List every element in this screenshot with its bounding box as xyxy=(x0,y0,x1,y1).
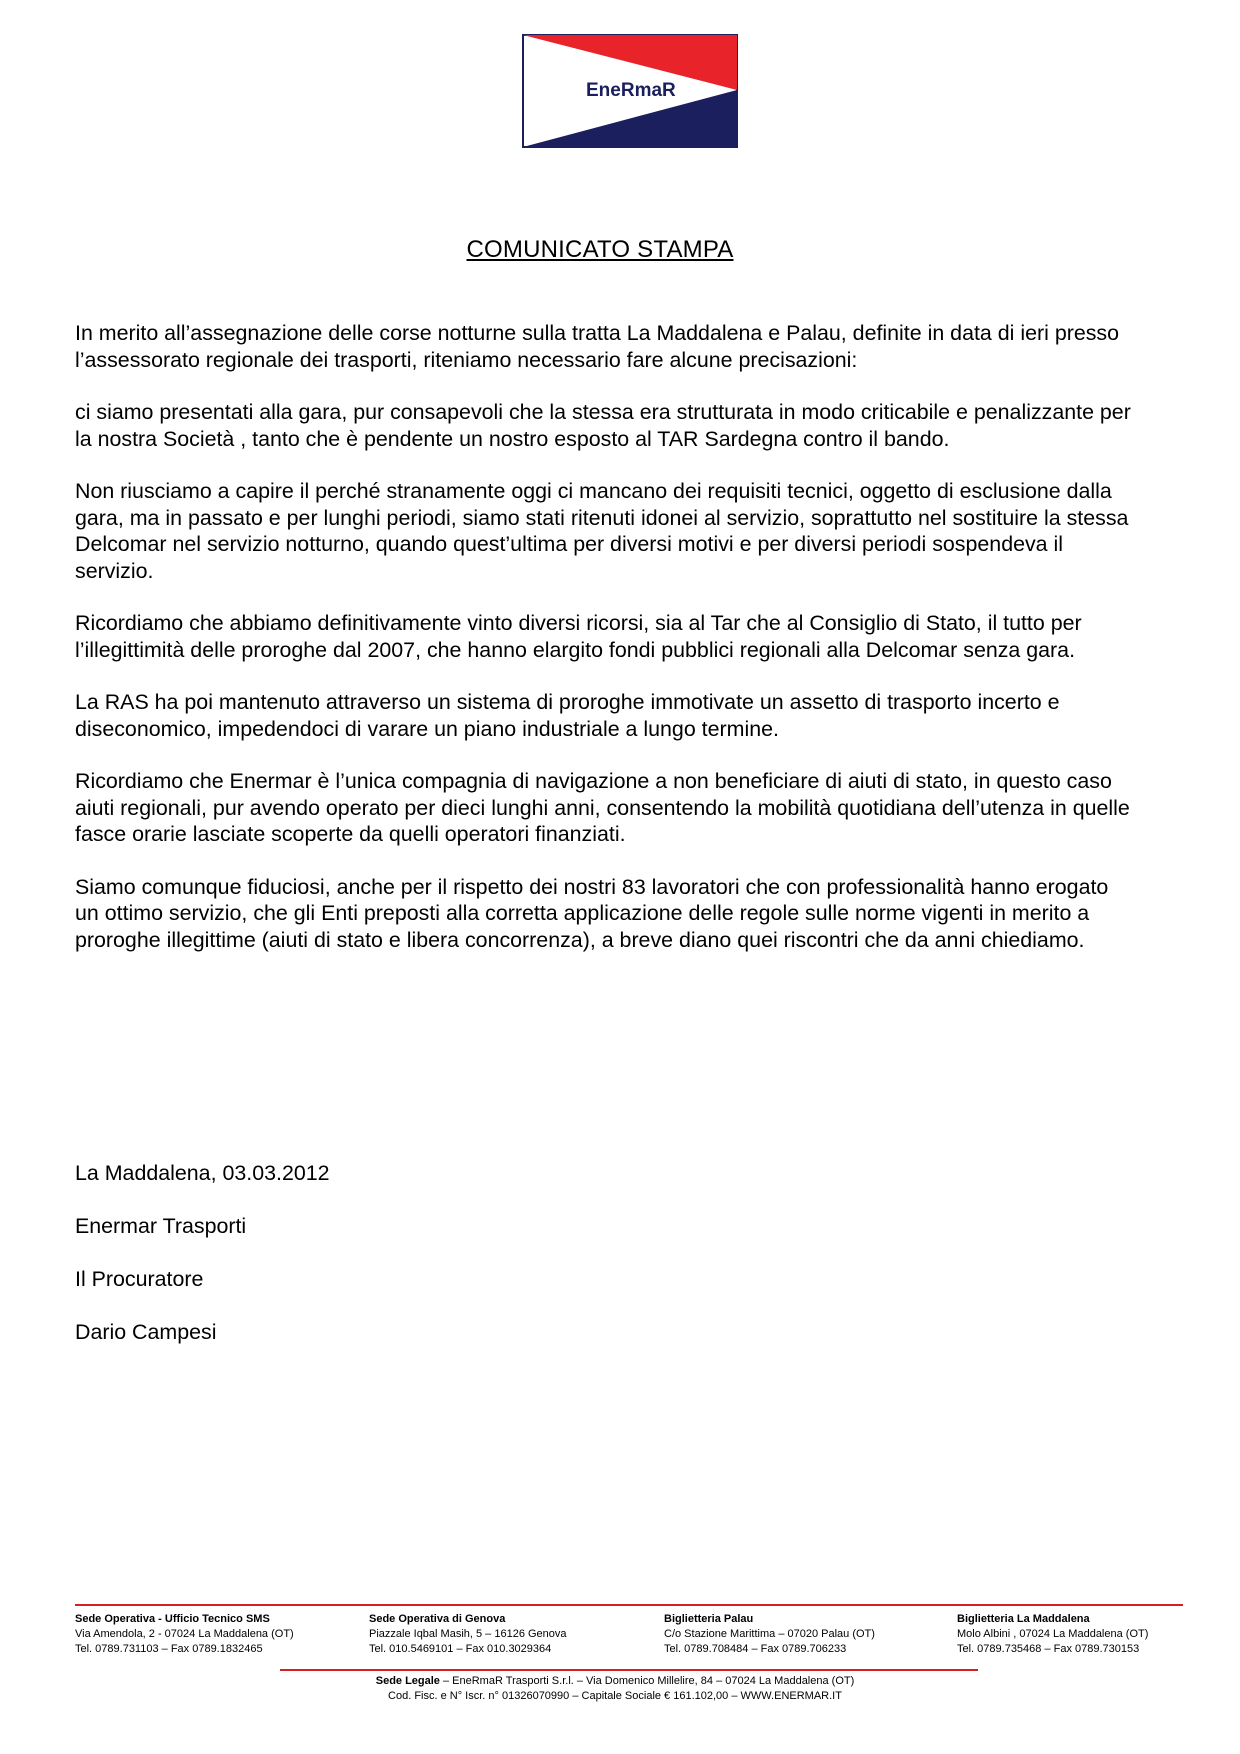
footer-office-genova xyxy=(369,1612,649,1657)
office-phone: Tel. 0789.735468 – Fax 0789.730153 xyxy=(957,1643,1140,1655)
logo-text: EneRmaR xyxy=(586,80,676,101)
office-title: Sede Operativa di Genova xyxy=(369,1613,506,1625)
office-title: Biglietteria Palau xyxy=(664,1613,754,1625)
office-phone: Tel. 0789.731103 – Fax 0789.1832465 xyxy=(75,1643,263,1655)
legal-line-2: Cod. Fisc. e N° Iscr. n° 01326070990 – Capitale Sociale € 161.102,00 – WWW.ENERMAR.IT xyxy=(388,1690,842,1702)
office-address: C/o Stazione Marittima – 07020 Palau (OT) xyxy=(664,1628,875,1640)
footer-office-operativa xyxy=(75,1612,355,1657)
company-logo xyxy=(522,34,738,148)
footer-office-palau xyxy=(664,1612,944,1657)
legal-line-1 xyxy=(0,1674,1230,1689)
paragraph: Non riusciamo a capire il perché stranamente oggi ci mancano dei requisiti tecnici, oggetto di esclusione dalla gara, ma in passato e per lunghi periodi, siamo stati ritenuti idonei al servizio, soprattutto nel sostituire la stessa Delcomar nel servizio notturno, quando quest’ultima per diversi motivi e per diversi periodi sospendeva il servizio. xyxy=(75,479,1129,583)
paragraph: Ricordiamo che abbiamo definitivamente vinto diversi ricorsi, sia al Tar che al Consiglio di Stato, il tutto per l’illegittimità delle proroghe dal 2007, che hanno elargito fondi pubblici regionali alla Delcomar senza gara. xyxy=(75,611,1082,662)
press-release-body xyxy=(75,320,1135,979)
paragraph: ci siamo presentati alla gara, pur consapevoli che la stessa era strutturata in modo criticabile e penalizzante per la nostra Società , tanto che è pendente un nostro esposto al TAR Sardegna contro il bando. xyxy=(75,400,1131,451)
office-phone: Tel. 010.5469101 – Fax 010.3029364 xyxy=(369,1643,552,1655)
signatory-company: Enermar Trasporti xyxy=(75,1214,247,1238)
signatory-role: Il Procuratore xyxy=(75,1267,204,1291)
legal-address: – EneRmaR Trasporti S.r.l. – Via Domenico Millelire, 84 – 07024 La Maddalena (OT) xyxy=(439,1675,855,1687)
office-title: Sede Operativa - Ufficio Tecnico SMS xyxy=(75,1613,270,1625)
page-title: COMUNICATO STAMPA xyxy=(466,236,734,263)
paragraph: Ricordiamo che Enermar è l’unica compagnia di navigazione a non beneficiare di aiuti di stato, in questo caso aiuti regionali, pur avendo operato per dieci lunghi anni, consentendo la mobilità quotidiana dell’utenza in quelle fasce orarie lasciate scoperte da quelli operatori finanziati. xyxy=(75,769,1130,846)
signatory-name: Dario Campesi xyxy=(75,1320,217,1344)
legal-label: Sede Legale xyxy=(375,1675,440,1687)
logo-graphic xyxy=(522,34,738,148)
signature-block xyxy=(75,1160,330,1372)
office-phone: Tel. 0789.708484 – Fax 0789.706233 xyxy=(664,1643,847,1655)
footer-divider-top xyxy=(75,1604,1183,1606)
office-address: Molo Albini , 07024 La Maddalena (OT) xyxy=(957,1628,1149,1640)
footer-legal xyxy=(0,1674,1230,1704)
footer-divider-bottom xyxy=(280,1669,978,1671)
office-address: Piazzale Iqbal Masih, 5 – 16126 Genova xyxy=(369,1628,567,1640)
paragraph: In merito all’assegnazione delle corse notturne sulla tratta La Maddalena e Palau, definite in data di ieri presso l’assessorato regionale dei trasporti, riteniamo necessario fare alcune precisazioni: xyxy=(75,321,1120,372)
office-address: Via Amendola, 2 - 07024 La Maddalena (OT) xyxy=(75,1628,294,1640)
place-date: La Maddalena, 03.03.2012 xyxy=(75,1161,330,1185)
paragraph: La RAS ha poi mantenuto attraverso un sistema di proroghe immotivate un assetto di trasporto incerto e diseconomico, impedendoci di varare un piano industriale a lungo termine. xyxy=(75,690,1060,741)
office-title: Biglietteria La Maddalena xyxy=(957,1613,1090,1625)
paragraph: Siamo comunque fiduciosi, anche per il rispetto dei nostri 83 lavoratori che con professionalità hanno erogato un ottimo servizio, che gli Enti preposti alla corretta applicazione delle regole sulle norme vigenti in merito a proroghe illegittime (aiuti di stato e libera concorrenza), a breve diano quei riscontri che da anni chiediamo. xyxy=(75,874,1109,952)
footer-office-la-maddalena xyxy=(957,1612,1237,1657)
